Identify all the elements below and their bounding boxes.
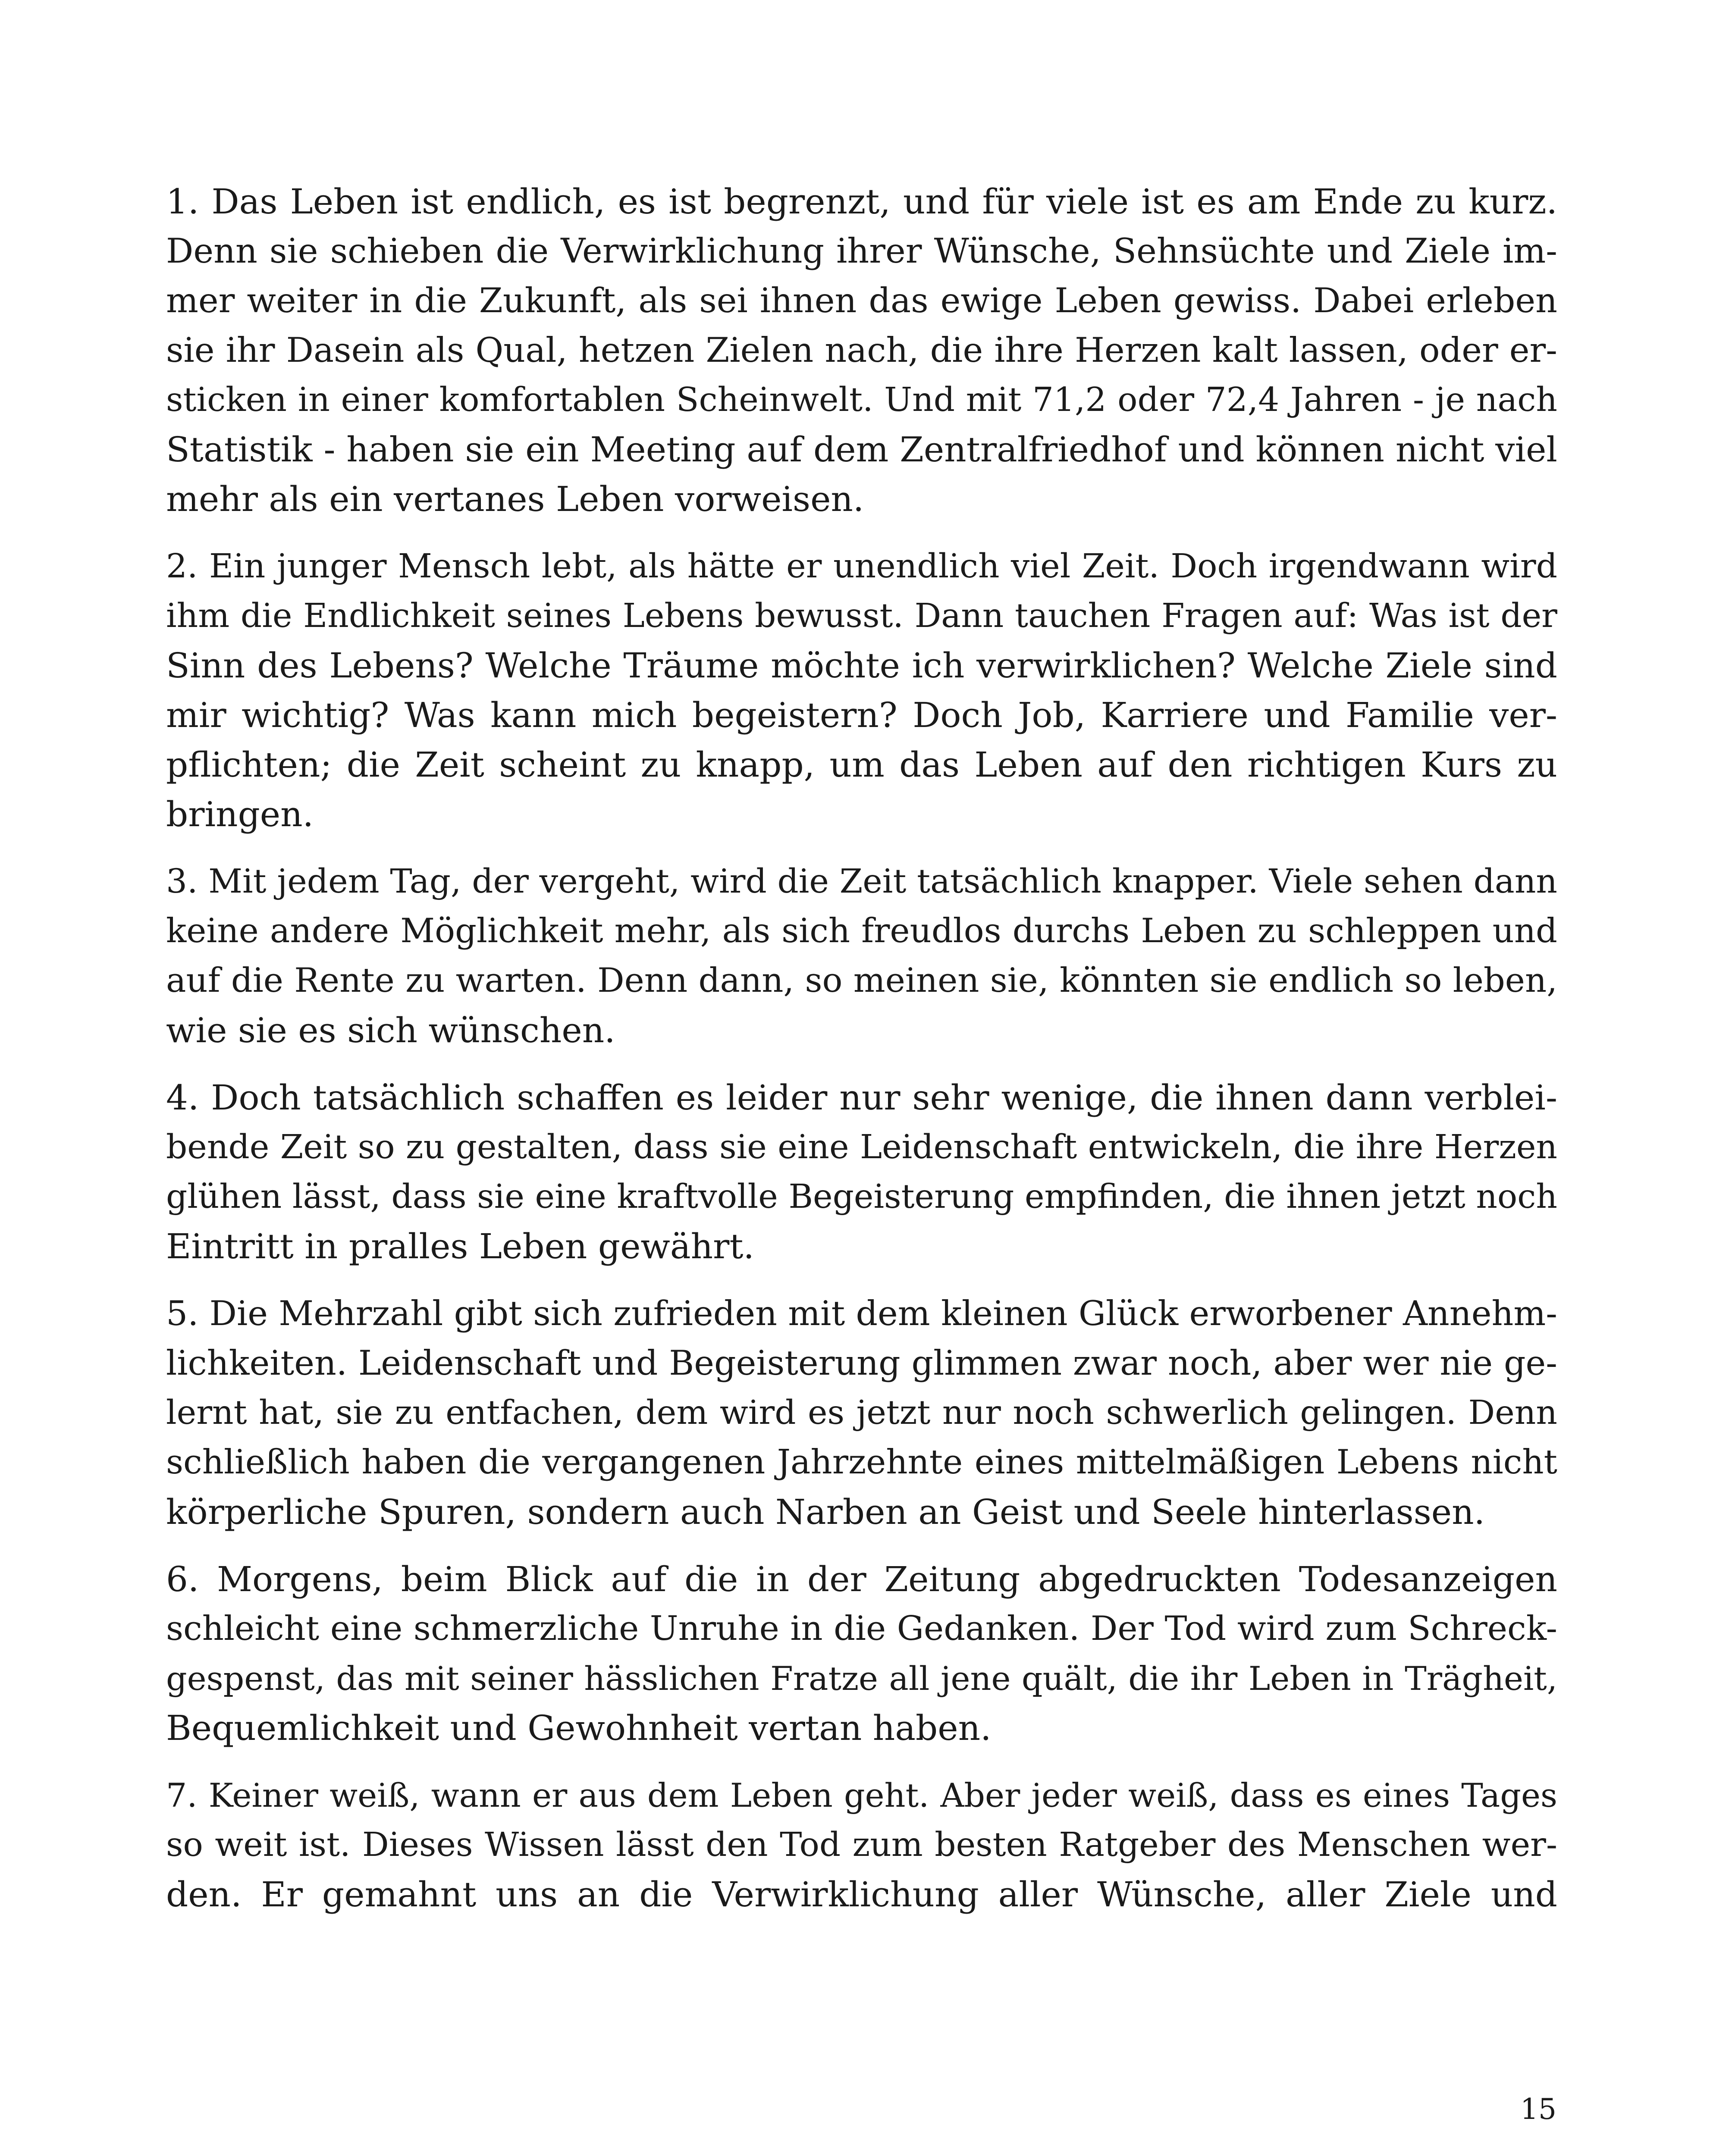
text-line: wie sie es sich wünschen. — [166, 1010, 615, 1050]
text-line: pflichten; die Zeit scheint zu knapp, um das Leben auf den richtigen Kurs zu — [166, 745, 1557, 785]
text-line: 4. Doch tatsächlich schaffen es leider nur sehr wenige, die ihnen dann verblei- — [166, 1078, 1557, 1118]
text-line: körperliche Spuren, sondern auch Narben an Geist und Seele hinterlassen. — [166, 1492, 1485, 1532]
text-line: den. Er gemahnt uns an die Verwirklichung aller Wünsche, aller Ziele und — [166, 1874, 1557, 1915]
text-line: 7. Keiner weiß, wann er aus dem Leben geht. Aber jeder weiß, dass es eines Tages — [166, 1776, 1557, 1814]
paragraph — [166, 177, 1557, 524]
text-line: Statistik - haben sie ein Meeting auf dem Zentralfriedhof und können nicht viel — [166, 429, 1557, 470]
text-line: Bequemlichkeit und Gewohnheit vertan haben. — [166, 1708, 992, 1748]
text-line: sticken in einer komfortablen Scheinwelt. Und mit 71,2 oder 72,4 Jahren - je nach — [166, 381, 1557, 419]
paragraph — [166, 1289, 1557, 1537]
text-line: gespenst, das mit seiner hässlichen Fratze all jene quält, die ihr Leben in Trägheit, — [166, 1659, 1557, 1698]
text-line: bringen. — [166, 794, 314, 834]
text-line: schließlich haben die vergangenen Jahrzehnte eines mittelmäßigen Lebens nicht — [166, 1443, 1557, 1482]
paragraph — [166, 1554, 1557, 1753]
text-line: bende Zeit so zu gestalten, dass sie eine Leidenschaft entwickeln, die ihre Herzen — [166, 1128, 1557, 1166]
text-line: Sinn des Lebens? Welche Träume möchte ich verwirklichen? Welche Ziele sind — [166, 646, 1557, 686]
text-line: mer weiter in die Zukunft, als sei ihnen das ewige Leben gewiss. Dabei erleben — [166, 281, 1557, 320]
paragraph — [166, 542, 1557, 839]
text-line: 3. Mit jedem Tag, der vergeht, wird die Zeit tatsächlich knapper. Viele sehen dann — [166, 862, 1557, 901]
text-line: 6. Morgens, beim Blick auf die in der Zeitung abgedruckten Todesanzeigen — [166, 1559, 1557, 1599]
paragraph — [166, 1073, 1557, 1271]
text-line: 2. Ein junger Mensch lebt, als hätte er unendlich viel Zeit. Doch irgendwann wird — [166, 547, 1557, 586]
body-text — [166, 177, 1557, 1937]
text-line: Denn sie schieben die Verwirklichung ihrer Wünsche, Sehnsüchte und Ziele im- — [166, 231, 1557, 271]
text-line: 5. Die Mehrzahl gibt sich zufrieden mit dem kleinen Glück erworbener Annehm- — [166, 1294, 1557, 1333]
text-line: mehr als ein vertanes Leben vorweisen. — [166, 479, 864, 519]
text-line: so weit ist. Dieses Wissen lässt den Tod zum besten Ratgeber des Menschen wer- — [166, 1826, 1557, 1864]
page-number: 15 — [1520, 2093, 1556, 2126]
text-line: sie ihr Dasein als Qual, hetzen Zielen nach, die ihre Herzen kalt lassen, oder er- — [166, 330, 1557, 370]
text-line: keine andere Möglichkeit mehr, als sich freudlos durchs Leben zu schleppen und — [166, 912, 1557, 950]
paragraph — [166, 1771, 1557, 1919]
text-line: auf die Rente zu warten. Denn dann, so meinen sie, könnten sie endlich so leben, — [166, 961, 1557, 1000]
text-line: ihm die Endlichkeit seines Lebens bewusst. Dann tauchen Fragen auf: Was ist der — [166, 597, 1557, 635]
text-line: schleicht eine schmerzliche Unruhe in die Gedanken. Der Tod wird zum Schreck- — [166, 1609, 1557, 1648]
text-line: lichkeiten. Leidenschaft und Begeisterung glimmen zwar noch, aber wer nie ge- — [166, 1343, 1557, 1383]
text-line: lernt hat, sie zu entfachen, dem wird es jetzt nur noch schwerlich gelingen. Denn — [166, 1394, 1557, 1432]
text-line: mir wichtig? Was kann mich begeistern? Doch Job, Karriere und Familie ver- — [166, 695, 1557, 735]
paragraph — [166, 857, 1557, 1055]
text-line: glühen lässt, dass sie eine kraftvolle Begeisterung empfinden, die ihnen jetzt noch — [166, 1178, 1557, 1216]
text-line: Eintritt in pralles Leben gewährt. — [166, 1226, 754, 1266]
text-line: 1. Das Leben ist endlich, es ist begrenzt, und für viele ist es am Ende zu kurz. — [166, 182, 1557, 222]
